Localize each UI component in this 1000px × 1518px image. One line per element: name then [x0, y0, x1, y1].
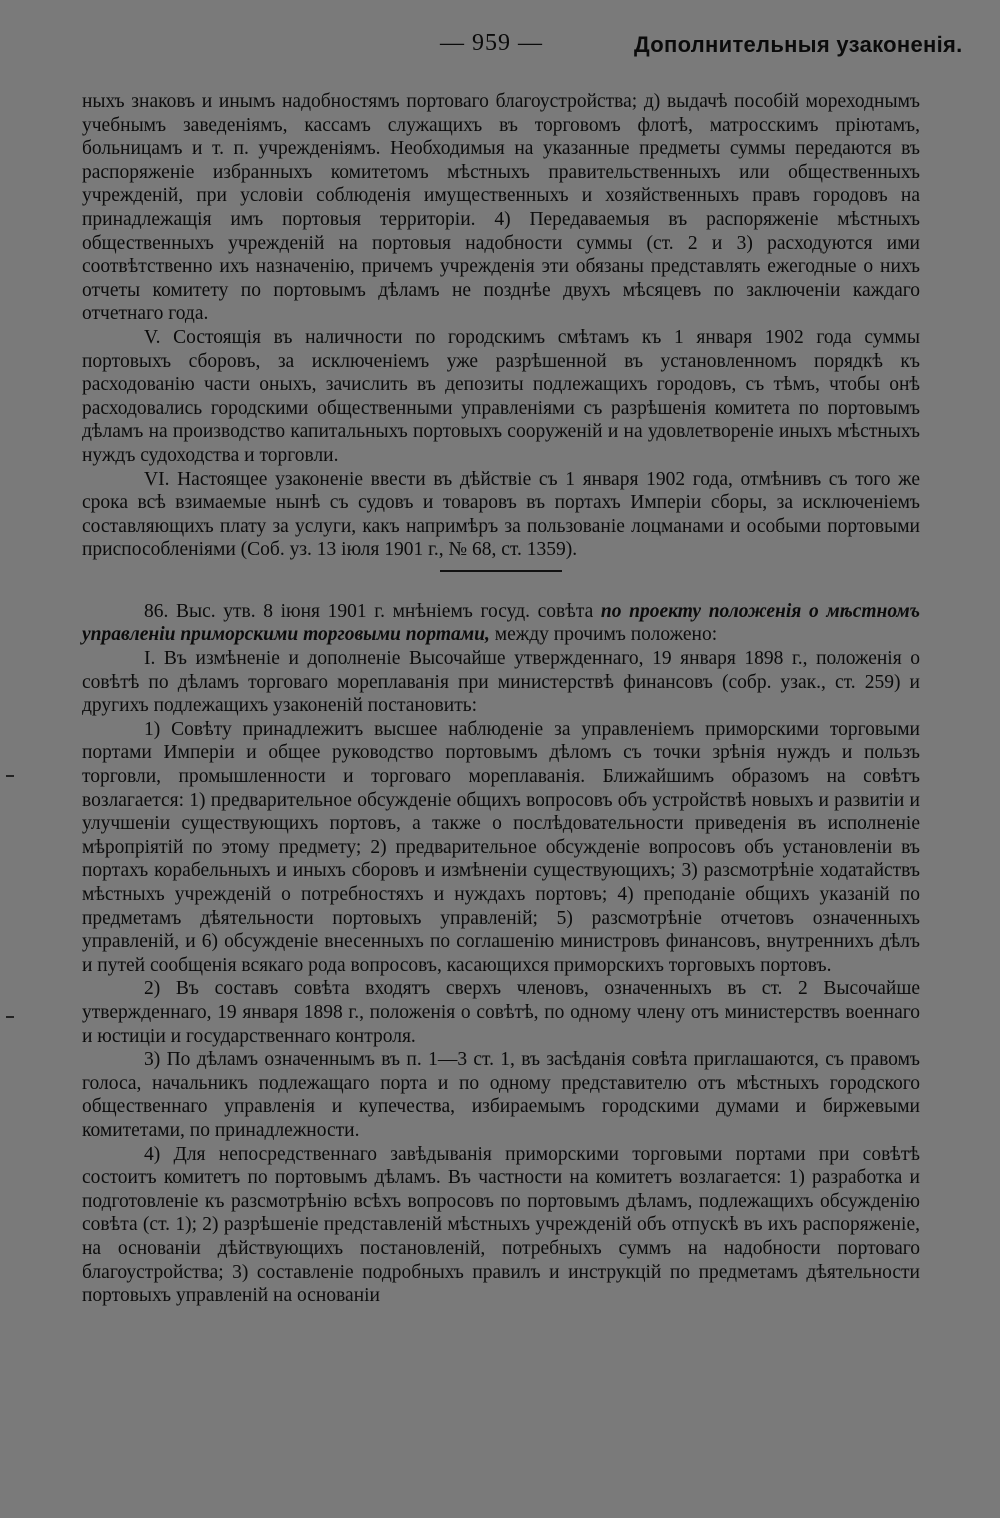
- page-number: — 959 —: [440, 30, 543, 56]
- margin-mark: [6, 1016, 14, 1018]
- paragraph-continuation: ныхъ знаковъ и инымъ надобностямъ портоваго благоустройства; д) выдачѣ пособій мореходнымъ учебнымъ заведеніямъ, кассамъ служащихъ въ торговомъ флотѣ, матросскимъ пріютамъ, больницамъ и т. п. учрежденіямъ. Необходимыя на указанные предметы суммы передаются въ распоряженіе избранныхъ комитетомъ мѣстныхъ правительственныхъ или общественныхъ учрежденій, при условіи соблюденія имущественныхъ и хозяйственныхъ правъ городовъ на принадлежащія имъ портовыя территоріи. 4) Передаваемыя въ распоряженіе мѣстныхъ общественныхъ учрежденій на портовыя надобности суммы (ст. 2 и 3) расходуются ими соотвѣтственно ихъ назначенію, причемъ учрежденія эти обязаны представлять ежегодные о нихъ отчеты комитету по портовымъ дѣламъ не позднѣе двухъ мѣсяцевъ по заключеніи каждаго отчетнаго года.: [82, 91, 920, 325]
- paragraph-item-3: 3) По дѣламъ означеннымъ въ п. 1—3 ст. 1, въ засѣданія совѣта приглашаются, съ правомъ голоса, начальникъ подлежащаго порта и по одному представителю отъ мѣстныхъ городского общественнаго управленія и купечества, избираемымъ городскими думами и биржевыми комитетами, по принадлежности.: [82, 1049, 920, 1141]
- section-divider: [440, 570, 562, 572]
- paragraph-section-vi: VI. Настоящее узаконеніе ввести въ дѣйствіе съ 1 января 1902 года, отмѣнивъ съ того же срока всѣ взимаемые нынѣ съ судовъ и товаровъ въ портахъ Имперіи сборы, за исключеніемъ составляющихъ плату за услуги, какъ напримѣръ за пользованіе лоцманами и особыми портовыми приспособленіями (Соб. уз. 13 іюля 1901 г., № 68, ст. 1359).: [82, 468, 920, 561]
- page-body: [82, 90, 920, 1308]
- paragraph-item-2: 2) Въ составъ совѣта входятъ сверхъ членовъ, означенныхъ въ ст. 2 Высочайше утвержденнаго, 19 января 1898 г., положенія о совѣтѣ, по одному члену отъ министерствъ военнаго и юстиціи и государственнаго контроля.: [82, 978, 920, 1047]
- article-86-lead: 86. Выс. утв. 8 іюня 1901 г. мнѣніемъ госуд. совѣта: [144, 600, 601, 622]
- paragraph-item-4: 4) Для непосредственнаго завѣдыванія приморскими торговыми портами при совѣтѣ состоитъ комитетъ по портовымъ дѣламъ. Въ частности на комитетъ возлагается: 1) разработка и подготовленіе къ разсмотрѣнію всѣхъ вопросовъ по портовымъ дѣламъ, подлежащихъ обсужденію совѣта (ст. 1); 2) разрѣшеніе представленій мѣстныхъ учрежденій объ отпускѣ въ ихъ распоряженіе, на основаніи дѣйствующихъ постановленій, потребныхъ суммъ на надобности портоваго благоустройства; 3) составленіе подробныхъ правилъ и инструкцій по предметамъ дѣятельности портовыхъ управленій на основаніи: [82, 1143, 920, 1307]
- running-title: Дополнительныя узаконенія.: [634, 32, 963, 57]
- article-86-tail: между прочимъ положено:: [489, 624, 718, 646]
- margin-mark: [6, 775, 14, 777]
- paragraph-part-i: I. Въ измѣненіе и дополненіе Высочайше утвержденнаго, 19 января 1898 г., положенія о совѣтѣ по дѣламъ торговаго мореплаванія при министерствѣ финансовъ (собр. узак., ст. 259) и другихъ подлежащихъ узаконеній постановить:: [82, 648, 920, 717]
- page-header: [0, 30, 1000, 60]
- paragraph-section-v: V. Состоящія въ наличности по городскимъ смѣтамъ къ 1 января 1902 года суммы портовыхъ сборовъ, за исключеніемъ уже разрѣшенной въ установленномъ порядкѣ къ расходованію части оныхъ, зачислить въ депозиты подлежащихъ городовъ, съ тѣмъ, чтобы онѣ расходовались городскими общественными управленіями съ разрѣшенія комитета по портовымъ дѣламъ на производство капитальныхъ портовыхъ сооруженій и на удовлетвореніе иныхъ мѣстныхъ нуждъ судоходства и торговли.: [82, 326, 920, 466]
- paragraph-item-1: 1) Совѣту принадлежитъ высшее наблюденіе за управленіемъ приморскими торговыми портами Имперіи и общее руководство портовымъ дѣломъ съ точки зрѣнія нуждъ и пользъ торговли, промышленности и торговаго мореплаванія. Ближайшимъ образомъ на совѣтъ возлагается: 1) предварительное обсужденіе общихъ вопросовъ объ устройствѣ новыхъ и развитіи и улучшеніи существующихъ портовъ, а также о послѣдовательности приведенія въ исполненіе мѣропріятій по этому предмету; 2) предварительное обсужденіе вопросовъ объ установленіи въ портахъ корабельныхъ и иныхъ сборовъ и измѣненіи существующихъ; 3) разсмотрѣніе ходатайствъ мѣстныхъ учрежденій о потребностяхъ и нуждахъ портовъ; 4) преподаніе общихъ указаній по предметамъ дѣятельности портовыхъ управленій; 5) разсмотрѣніе отчетовъ означенныхъ управленій, и 6) обсужденіе внесенныхъ по соглашенію министровъ финансовъ, внутреннихъ дѣлъ и путей сообщенія всякаго рода вопросовъ, касающихся приморскихъ торговыхъ портовъ.: [82, 718, 920, 976]
- paragraph-article-86: [82, 600, 920, 647]
- article-86-title: по проекту положенія о мѣстномъ управленіи приморскими торговыми портами,: [82, 600, 920, 646]
